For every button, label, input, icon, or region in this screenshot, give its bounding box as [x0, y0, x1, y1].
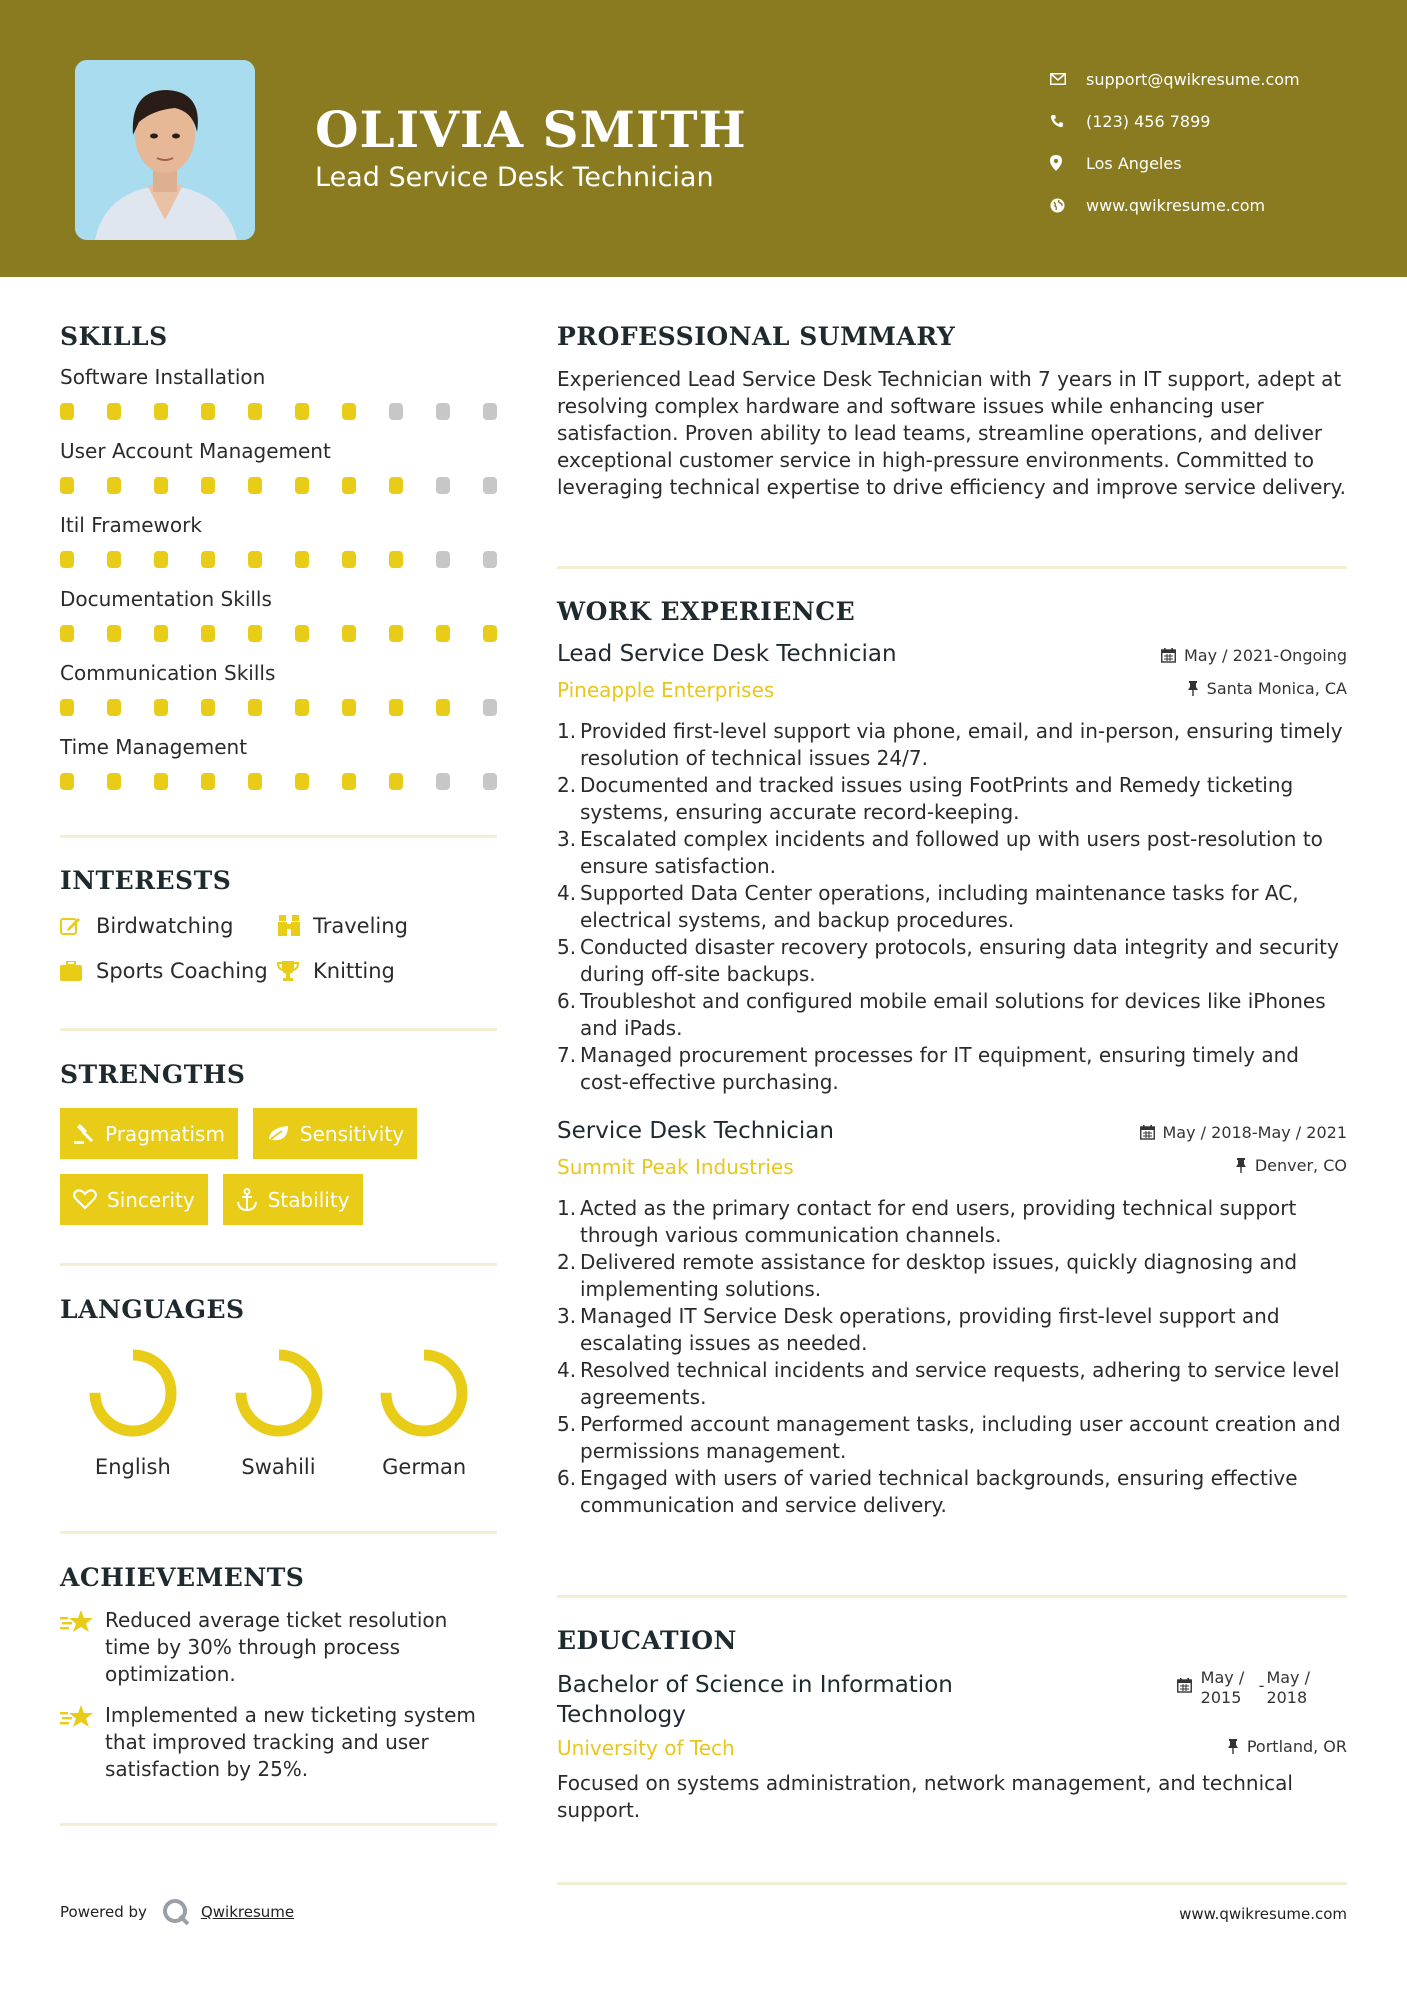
divider — [557, 1882, 1347, 1885]
skill-name: Itil Framework — [60, 513, 202, 537]
divider — [60, 1263, 497, 1266]
list-number: 7. — [557, 1043, 577, 1067]
job-date — [1161, 646, 1347, 665]
rating-dot-filled — [295, 699, 309, 716]
education-start — [1201, 1668, 1259, 1708]
rating-dot-filled — [60, 477, 74, 494]
skill-name: Communication Skills — [60, 661, 276, 685]
start-month: May / — [1200, 1668, 1245, 1687]
job-duty-text: Escalated complex incidents and followed up with users post-resolution to ensure satisfaction. — [580, 827, 1323, 878]
rating-dot-filled — [389, 625, 403, 642]
job-duty-item — [557, 880, 1347, 934]
language-level-arc — [386, 1355, 462, 1431]
job-duty-item — [557, 1357, 1347, 1411]
heart-icon — [73, 1189, 97, 1210]
interest-item — [60, 955, 277, 986]
strength-tag — [60, 1108, 238, 1159]
rating-dot-empty — [483, 403, 497, 420]
education-end — [1266, 1668, 1310, 1708]
rating-dot-filled — [295, 625, 309, 642]
company-name: Pineapple Enterprises — [557, 678, 775, 702]
pushpin-icon — [1235, 1158, 1247, 1173]
binoculars-icon — [277, 915, 313, 937]
contact-phone-text: (123) 456 7899 — [1086, 111, 1211, 131]
job-entry — [557, 1118, 1347, 1519]
rating-dot-filled — [201, 477, 215, 494]
skill-name: Software Installation — [60, 365, 266, 389]
skills-section — [60, 322, 497, 809]
job-duty-text: Managed IT Service Desk operations, providing first-level support and escalating issues as needed. — [580, 1304, 1280, 1355]
job-duty-text: Provided first-level support via phone, email, and in-person, ensuring timely resolution of technical issues 24/7. — [580, 719, 1343, 770]
experience-title: WORK EXPERIENCE — [557, 597, 856, 626]
rating-dot-filled — [389, 699, 403, 716]
resume-header — [0, 0, 1407, 277]
language-name: German — [382, 1455, 467, 1479]
divider — [557, 1595, 1347, 1598]
strength-label: Stability — [267, 1187, 350, 1212]
rating-dot-empty — [483, 551, 497, 568]
language-item — [60, 1347, 206, 1479]
interests-section — [60, 866, 497, 986]
rating-dot-filled — [295, 773, 309, 790]
list-number: 3. — [557, 827, 577, 851]
rating-dot-empty — [436, 403, 450, 420]
achievement-text: Reduced average ticket resolution time by 30% through process optimization. — [105, 1608, 448, 1686]
job-duties — [557, 718, 1347, 1096]
rating-dot-empty — [436, 551, 450, 568]
rating-dot-filled — [60, 403, 74, 420]
divider — [60, 1823, 497, 1826]
languages-title: LANGUAGES — [60, 1295, 245, 1324]
achievement-item — [60, 1607, 497, 1688]
job-duty-text: Supported Data Center operations, including maintenance tasks for AC, electrical systems, and backup procedures. — [580, 881, 1299, 932]
strengths-title: STRENGTHS — [60, 1060, 246, 1089]
job-header — [557, 641, 1347, 678]
contact-website[interactable] — [1050, 184, 1380, 226]
rating-dot-filled — [154, 551, 168, 568]
job-duty-item — [557, 772, 1347, 826]
languages-section — [60, 1295, 497, 1479]
profile-photo — [75, 60, 255, 240]
rating-dot-filled — [107, 773, 121, 790]
rating-dot-filled — [295, 477, 309, 494]
skill-name: Time Management — [60, 735, 248, 759]
rating-dot-filled — [107, 403, 121, 420]
language-name: Swahili — [241, 1455, 316, 1479]
strengths-tags — [60, 1108, 497, 1225]
candidate-role: Lead Service Desk Technician — [315, 162, 714, 193]
leaf-icon — [266, 1124, 290, 1144]
job-location — [1235, 1156, 1347, 1175]
skill-rating — [60, 691, 497, 735]
strength-label: Sincerity — [107, 1187, 195, 1212]
achievement-text: Implemented a new ticketing system that improved tracking and user satisfaction by 25%. — [105, 1703, 476, 1781]
list-number: 4. — [557, 881, 577, 905]
footer-powered-by — [60, 1897, 294, 1927]
job-duty-item — [557, 1303, 1347, 1357]
contact-website-text: www.qwikresume.com — [1086, 195, 1266, 215]
rating-dot-filled — [60, 625, 74, 642]
list-number: 6. — [557, 989, 577, 1013]
language-item — [351, 1347, 497, 1479]
date-dash: - — [1258, 1676, 1265, 1695]
contact-location-text: Los Angeles — [1086, 153, 1182, 173]
rating-dot-filled — [342, 403, 356, 420]
education-description: Focused on systems administration, network management, and technical support. — [557, 1771, 1293, 1822]
list-number: 1. — [557, 1196, 577, 1220]
job-entry — [557, 641, 1347, 1096]
skill-name: User Account Management — [60, 439, 331, 463]
education-section — [557, 1626, 1347, 1824]
job-location — [1187, 679, 1347, 698]
qwikresume-link[interactable]: Qwikresume — [200, 1903, 295, 1921]
language-level-ring — [233, 1347, 325, 1439]
rating-dot-filled — [389, 477, 403, 494]
powered-by-text: Powered by — [60, 1903, 147, 1921]
calendar-icon — [1177, 1678, 1192, 1698]
contact-phone[interactable] — [1050, 100, 1380, 142]
achievements-section — [60, 1563, 497, 1797]
pushpin-icon — [1187, 681, 1199, 696]
pushpin-icon — [1227, 1739, 1239, 1754]
strength-tag — [253, 1108, 417, 1159]
skill-rating — [60, 765, 497, 809]
rating-dot-filled — [436, 699, 450, 716]
rating-dot-filled — [248, 403, 262, 420]
contact-location — [1050, 142, 1380, 184]
job-date — [1140, 1123, 1348, 1142]
job-date-text: May / 2018-May / 2021 — [1162, 1123, 1347, 1142]
strengths-section — [60, 1060, 497, 1225]
list-number: 2. — [557, 773, 577, 797]
rating-dot-filled — [342, 699, 356, 716]
rating-dot-filled — [154, 625, 168, 642]
job-duty-item — [557, 826, 1347, 880]
education-subheader — [557, 1736, 1347, 1770]
rating-dot-filled — [295, 403, 309, 420]
language-level-arc — [241, 1355, 317, 1431]
rating-dot-empty — [436, 477, 450, 494]
experience-section — [557, 597, 1347, 1519]
language-name: English — [94, 1455, 171, 1479]
rating-dot-filled — [248, 477, 262, 494]
rating-dot-filled — [436, 625, 450, 642]
rating-dot-empty — [483, 773, 497, 790]
job-duty-text: Troubleshot and configured mobile email solutions for devices like iPhones and iPads. — [580, 989, 1326, 1040]
interest-label: Sports Coaching — [96, 958, 268, 983]
job-duty-text: Performed account management tasks, including user account creation and permissions management. — [580, 1412, 1341, 1463]
education-title: EDUCATION — [557, 1626, 737, 1655]
interest-item — [277, 955, 497, 986]
job-title: Lead Service Desk Technician — [557, 641, 897, 667]
rating-dot-filled — [107, 699, 121, 716]
job-header — [557, 1118, 1347, 1155]
skill-rating — [60, 395, 497, 439]
rating-dot-filled — [248, 625, 262, 642]
rating-dot-filled — [248, 551, 262, 568]
end-month: May / — [1266, 1668, 1310, 1687]
interests-title: INTERESTS — [60, 866, 232, 895]
job-duties — [557, 1195, 1347, 1519]
rating-dot-filled — [201, 551, 215, 568]
degree-line: Bachelor of Science in Information — [557, 1672, 953, 1698]
rating-dot-filled — [201, 699, 215, 716]
contact-list — [1050, 58, 1380, 226]
job-duty-item — [557, 1465, 1347, 1519]
rating-dot-filled — [201, 625, 215, 642]
skill-name: Documentation Skills — [60, 587, 272, 611]
briefcase-icon — [60, 961, 96, 981]
job-subheader — [557, 678, 1347, 712]
rating-dot-filled — [248, 699, 262, 716]
contact-email[interactable] — [1050, 58, 1380, 100]
language-level-arc — [95, 1355, 171, 1431]
rating-dot-empty — [483, 477, 497, 494]
envelope-icon — [1050, 73, 1086, 85]
rating-dot-filled — [389, 773, 403, 790]
achievement-item — [60, 1702, 497, 1783]
job-duty-item — [557, 1249, 1347, 1303]
rating-dot-filled — [154, 403, 168, 420]
rating-dot-empty — [483, 699, 497, 716]
rating-dot-filled — [342, 477, 356, 494]
rating-dot-filled — [60, 699, 74, 716]
list-number: 6. — [557, 1466, 577, 1490]
job-duty-item — [557, 1411, 1347, 1465]
shooting-star-icon — [60, 1607, 105, 1688]
skill-rating — [60, 617, 497, 661]
job-date-text: May / 2021-Ongoing — [1184, 646, 1347, 665]
map-pin-icon — [1050, 155, 1086, 171]
trophy-icon — [277, 960, 313, 982]
gavel-icon — [73, 1123, 95, 1145]
phone-icon — [1050, 114, 1086, 128]
contact-email-text: support@qwikresume.com — [1086, 69, 1300, 89]
job-duty-text: Conducted disaster recovery protocols, ensuring data integrity and security during off-site backups. — [580, 935, 1339, 986]
summary-text: Experienced Lead Service Desk Technician with 7 years in IT support, adept at resolving complex hardware and software issues while enhancing user satisfaction. Proven ability to lead teams, streamline operations, and deliver exceptional customer service in high-pressure environments. Committed to leveraging technical expertise to drive efficiency and improve service delivery. — [557, 367, 1346, 499]
rating-dot-filled — [154, 699, 168, 716]
rating-dot-filled — [107, 551, 121, 568]
rating-dot-filled — [107, 625, 121, 642]
strength-tag — [60, 1174, 208, 1225]
rating-dot-empty — [436, 773, 450, 790]
rating-dot-filled — [295, 551, 309, 568]
skills-list — [60, 365, 497, 809]
rating-dot-filled — [60, 551, 74, 568]
candidate-name: OLIVIA SMITH — [315, 100, 747, 159]
qwikresume-logo-icon — [161, 1897, 191, 1927]
job-location-text: Denver, CO — [1254, 1156, 1347, 1175]
rating-dot-filled — [201, 403, 215, 420]
shooting-star-icon — [60, 1702, 105, 1783]
strength-label: Pragmatism — [105, 1121, 225, 1146]
calendar-icon — [1161, 648, 1176, 663]
rating-dot-filled — [201, 773, 215, 790]
company-name: Summit Peak Industries — [557, 1155, 794, 1179]
rating-dot-filled — [248, 773, 262, 790]
interest-item — [277, 910, 497, 941]
school-name: University of Tech — [557, 1736, 735, 1760]
skill-rating — [60, 543, 497, 587]
strength-tag — [223, 1174, 363, 1225]
interest-item — [60, 910, 277, 941]
education-location — [1227, 1737, 1347, 1756]
language-level-ring — [378, 1347, 470, 1439]
languages-list — [60, 1347, 497, 1479]
job-subheader — [557, 1155, 1347, 1189]
interests-grid — [60, 910, 497, 986]
job-duty-item — [557, 718, 1347, 772]
strength-label: Sensitivity — [299, 1121, 405, 1146]
start-year: 2015 — [1200, 1688, 1242, 1707]
list-number: 5. — [557, 1412, 577, 1436]
job-duty-text: Engaged with users of varied technical backgrounds, ensuring effective communication and service delivery. — [580, 1466, 1298, 1517]
interest-label: Traveling — [313, 913, 408, 938]
skill-rating — [60, 469, 497, 513]
education-header — [557, 1670, 1347, 1730]
pencil-icon — [60, 916, 96, 936]
rating-dot-filled — [60, 773, 74, 790]
language-level-ring — [87, 1347, 179, 1439]
education-dates — [1177, 1668, 1310, 1708]
job-duty-text: Resolved technical incidents and service requests, adhering to service level agreements. — [580, 1358, 1340, 1409]
divider — [557, 566, 1347, 569]
achievements-title: ACHIEVEMENTS — [60, 1563, 305, 1592]
job-duty-text: Delivered remote assistance for desktop issues, quickly diagnosing and implementing solutions. — [580, 1250, 1298, 1301]
rating-dot-filled — [483, 625, 497, 642]
divider — [60, 835, 497, 838]
degree-line: Technology — [557, 1702, 686, 1728]
rating-dot-empty — [389, 403, 403, 420]
list-number: 5. — [557, 935, 577, 959]
summary-title: PROFESSIONAL SUMMARY — [557, 322, 956, 351]
skills-title: SKILLS — [60, 322, 168, 351]
job-duty-item — [557, 1042, 1347, 1096]
job-duty-text: Acted as the primary contact for end users, providing technical support through various communication channels. — [580, 1196, 1297, 1247]
list-number: 2. — [557, 1250, 577, 1274]
calendar-icon — [1140, 1125, 1155, 1140]
list-number: 1. — [557, 719, 577, 743]
job-title: Service Desk Technician — [557, 1118, 834, 1144]
rating-dot-filled — [389, 551, 403, 568]
language-item — [206, 1347, 352, 1479]
footer-url[interactable]: www.qwikresume.com — [1179, 1905, 1347, 1923]
rating-dot-filled — [154, 477, 168, 494]
summary-section — [557, 322, 1347, 501]
rating-dot-filled — [342, 625, 356, 642]
job-duty-text: Documented and tracked issues using FootPrints and Remedy ticketing systems, ensuring accurate record-keeping. — [580, 773, 1294, 824]
list-number: 3. — [557, 1304, 577, 1328]
job-duty-item — [557, 988, 1347, 1042]
job-duty-item — [557, 934, 1347, 988]
end-year: 2018 — [1266, 1688, 1308, 1707]
rating-dot-filled — [107, 477, 121, 494]
rating-dot-filled — [342, 551, 356, 568]
interest-label: Birdwatching — [96, 913, 234, 938]
list-number: 4. — [557, 1358, 577, 1382]
education-location-text: Portland, OR — [1246, 1737, 1347, 1756]
job-duty-text: Managed procurement processes for IT equipment, ensuring timely and cost-effective purchasing. — [580, 1043, 1299, 1094]
globe-icon — [1050, 198, 1086, 213]
rating-dot-filled — [154, 773, 168, 790]
rating-dot-filled — [342, 773, 356, 790]
job-location-text: Santa Monica, CA — [1206, 679, 1347, 698]
job-duty-item — [557, 1195, 1347, 1249]
divider — [60, 1028, 497, 1031]
divider — [60, 1531, 497, 1534]
interest-label: Knitting — [313, 958, 395, 983]
anchor-icon — [236, 1188, 258, 1212]
